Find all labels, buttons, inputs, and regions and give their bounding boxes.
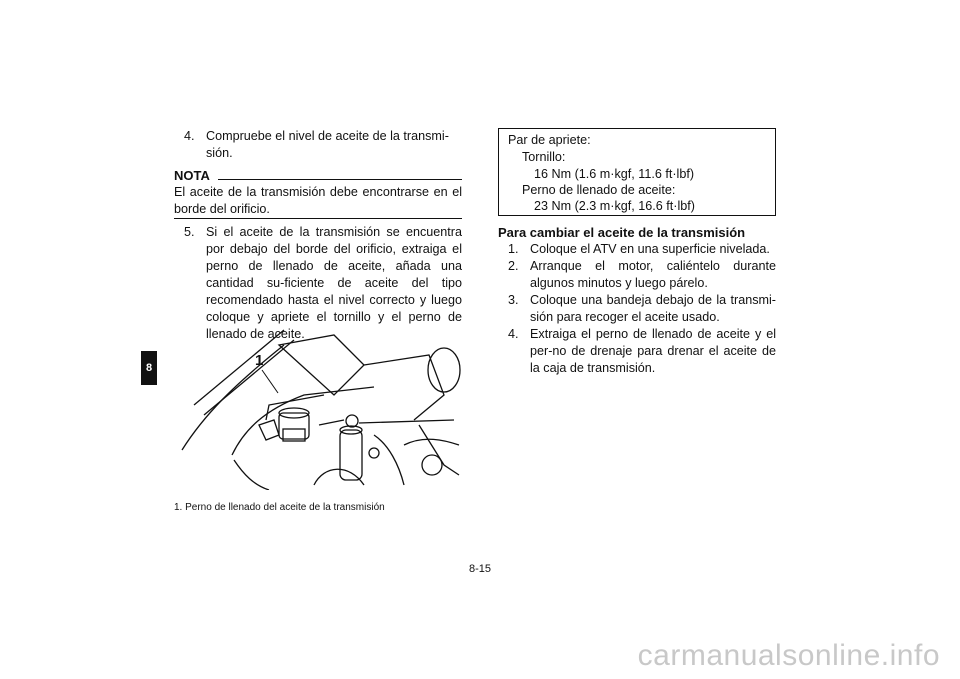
torque-title: Par de apriete: (508, 133, 591, 147)
step-text: Coloque una bandeja debajo de la transmi-sión para recoger el aceite usado. (530, 293, 776, 324)
note-rule (218, 179, 462, 180)
torque-spec-box (498, 128, 776, 216)
step-text: Arranque el motor, caliéntelo durante algunos minutos y luego párelo. (530, 259, 776, 290)
torque-item-label: Tornillo: (522, 150, 566, 164)
list-item (184, 128, 462, 164)
step-number: 2. (508, 259, 519, 273)
torque-item-label: Perno de llenado de aceite: (522, 183, 676, 197)
list-item (184, 224, 462, 341)
step-text: Compruebe el nivel de aceite de la transmi- sión. (206, 129, 449, 160)
page-number: 8-15 (468, 563, 492, 575)
transmission-oil-figure (174, 325, 462, 490)
list-item (508, 292, 776, 328)
note-label: NOTA (174, 168, 210, 183)
torque-item-value: 16 Nm (1.6 m·kgf, 11.6 ft·lbf) (534, 167, 695, 181)
note-text: El aceite de la transmisión debe encontrarse en el borde del orificio. (174, 185, 462, 216)
list-item (508, 241, 776, 259)
note-header (174, 168, 462, 184)
step-text: Coloque el ATV en una superficie nivelada. (530, 242, 770, 256)
step-number: 4. (184, 129, 195, 143)
step-text: Extraiga el perno de llenado de aceite y el per-no de drenaje para drenar el aceite de la caja de transmisión. (530, 327, 776, 375)
section-title: Para cambiar el aceite de la transmisión (498, 225, 746, 240)
list-item (508, 258, 776, 294)
step-text: Si el aceite de la transmisión se encuentra por debajo del borde del orificio, extraiga el perno de llenado de aceite, añada una cantidad su-ficiente de aceite del tipo recomendado hasta el nivel correcto y luego coloque y apriete el tornillo y el perno de llenado de aceite. (206, 225, 462, 341)
watermark: carmanualsonline.info (637, 639, 940, 672)
torque-item-value: 23 Nm (2.3 m·kgf, 16.6 ft·lbf) (534, 199, 695, 213)
step-number: 5. (184, 225, 195, 239)
figure-caption: 1. Perno de llenado del aceite de la transmisión (174, 502, 385, 513)
chapter-tab: 8 (141, 351, 157, 385)
step-number: 1. (508, 242, 519, 256)
figure-callout: 1 (255, 352, 264, 369)
note-end-rule (174, 218, 462, 219)
list-item (508, 326, 776, 380)
step-number: 4. (508, 327, 519, 341)
engine-illustration (174, 325, 462, 490)
step-number: 3. (508, 293, 519, 307)
callout-leader (262, 370, 278, 393)
